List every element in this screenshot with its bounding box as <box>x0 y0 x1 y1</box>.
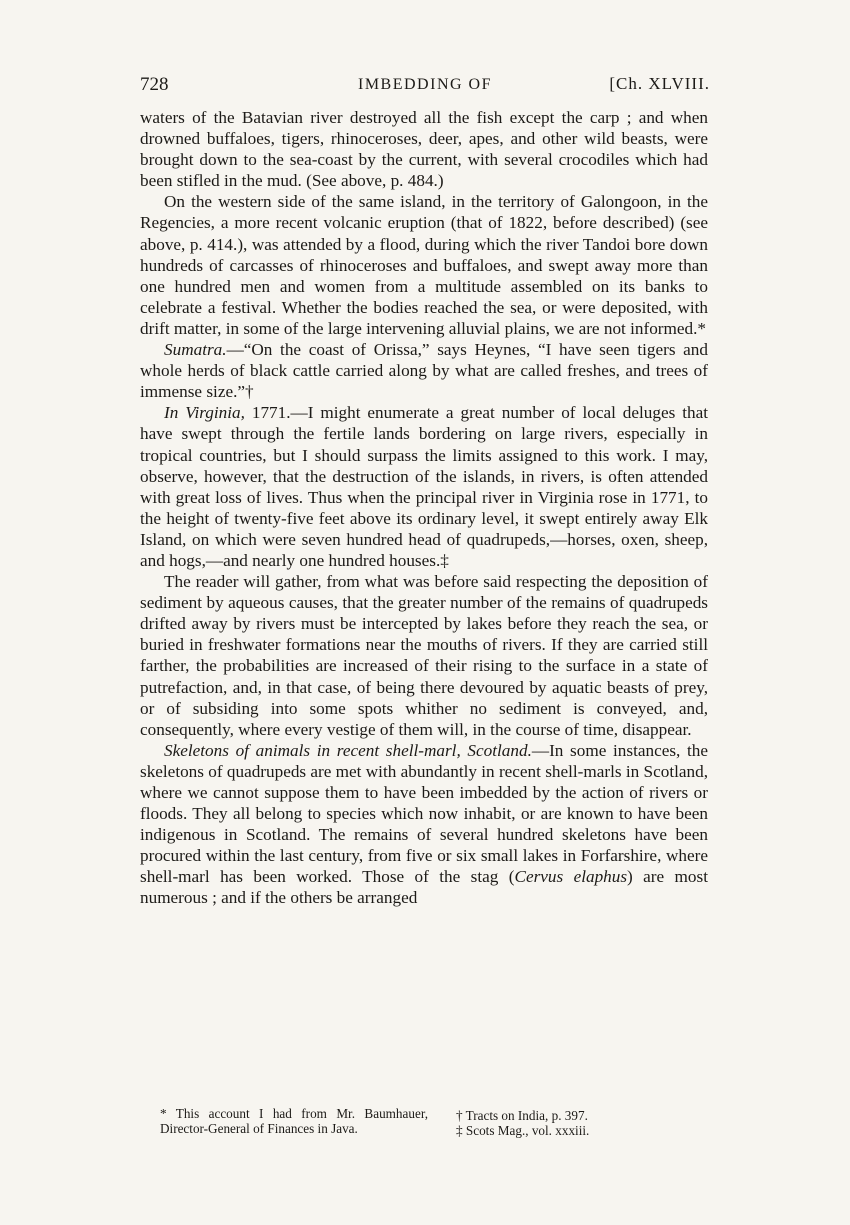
text-run: —“On the coast of Orissa,” says Heynes, “I have seen tigers and whole herds of black cattle carried along by what are called freshes, and trees of immense size.”† <box>140 340 708 402</box>
paragraph <box>140 107 708 191</box>
page-number: 728 <box>140 74 169 95</box>
page-header <box>140 74 710 102</box>
italic-text: In Virginia, <box>164 403 245 423</box>
text-run: 1771.—I might enumerate a great number of local deluges that have swept through the fertile lands bordering on large rivers, especially in tropical countries, but I should surpass the limits assigned to this work. I may, observe, however, that the destruction of the islands, in rivers, is often attended with great loss of lives. Thus when the principal river in Virginia rose in 1771, to the height of twenty-five feet above its ordinary level, it swept entirely away Elk Island, on which were seven hundred head of quadrupeds,—horses, oxen, sheep, and hogs,—and nearly one hundred houses.‡ <box>140 403 708 570</box>
text-run: ) are most numerous ; and if the others be arranged <box>140 867 708 908</box>
footnote-double-dagger: ‡ Scots Mag., vol. xxxiii. <box>456 1122 590 1138</box>
italic-text: Cervus elaphus <box>514 867 628 887</box>
paragraph <box>140 402 708 571</box>
paragraph <box>140 740 708 909</box>
text-run: On the western side of the same island, in the territory of Galongoon, in the Regencies, a more recent volcanic eruption (that of 1822, before described) (see above, p. 414.), was attended by a flood, during which the river Tandoi bore down hundreds of carcasses of rhinoceroses and buffaloes, and swept away more than one hundred men and women from a multitude assembled on its banks to celebrate a festival. Whether the bodies reached the sea, or were deposited, with drift matter, in some of the large intervening alluvial plains, we are not informed.* <box>140 192 708 338</box>
text-run: The reader will gather, from what was before said respecting the deposition of sediment by aqueous causes, that the greater number of the remains of quadrupeds drifted away by rivers must be intercepted by lakes before they reach the sea, or buried in freshwater formations near the mouths of rivers. If they are carried still farther, the probabilities are increased of their rising to the surface in a state of putrefaction, and, in that case, of being there devoured by aquatic beasts of prey, or of subsiding into some spots whither no sediment is conveyed, and, consequently, where every vestige of them will, in the course of time, disappear. <box>140 572 708 739</box>
body-text <box>140 107 708 909</box>
paragraph <box>140 339 708 402</box>
text-run: waters of the Batavian river destroyed all the fish except the carp ; and when drowned buffaloes, tigers, rhinoceroses, deer, apes, and other wild beasts, were brought down to the sea-coast by the current, with several crocodiles which had been stifled in the mud. (See above, p. 484.) <box>140 108 708 191</box>
italic-text: Sumatra. <box>164 340 227 360</box>
chapter-label: [Ch. XLVIII. <box>609 74 710 93</box>
paragraph <box>140 571 708 740</box>
running-title: IMBEDDING OF <box>358 76 492 93</box>
footnote-star: * This account I had from Mr. Baumhauer, Director-General of Finances in Java. <box>160 1106 428 1136</box>
paragraph <box>140 191 708 339</box>
footnotes-right <box>456 1109 676 1138</box>
text-run: —In some instances, the skeletons of quadrupeds are met with abundantly in recent shell-marls in Scotland, where we cannot suppose them to have been imbedded by the action of rivers or floods. They all belong to species which now inhabit, or are known to have been indigenous in Scotland. The remains of several hundred skeletons have been procured within the last century, from five or six small lakes in Forfarshire, where shell-marl has been worked. Those of the stag ( <box>140 740 708 887</box>
italic-text: Skeletons of animals in recent shell-marl, Scotland. <box>164 740 532 760</box>
footnote-dagger: † Tracts on India, p. 397. <box>456 1108 588 1123</box>
